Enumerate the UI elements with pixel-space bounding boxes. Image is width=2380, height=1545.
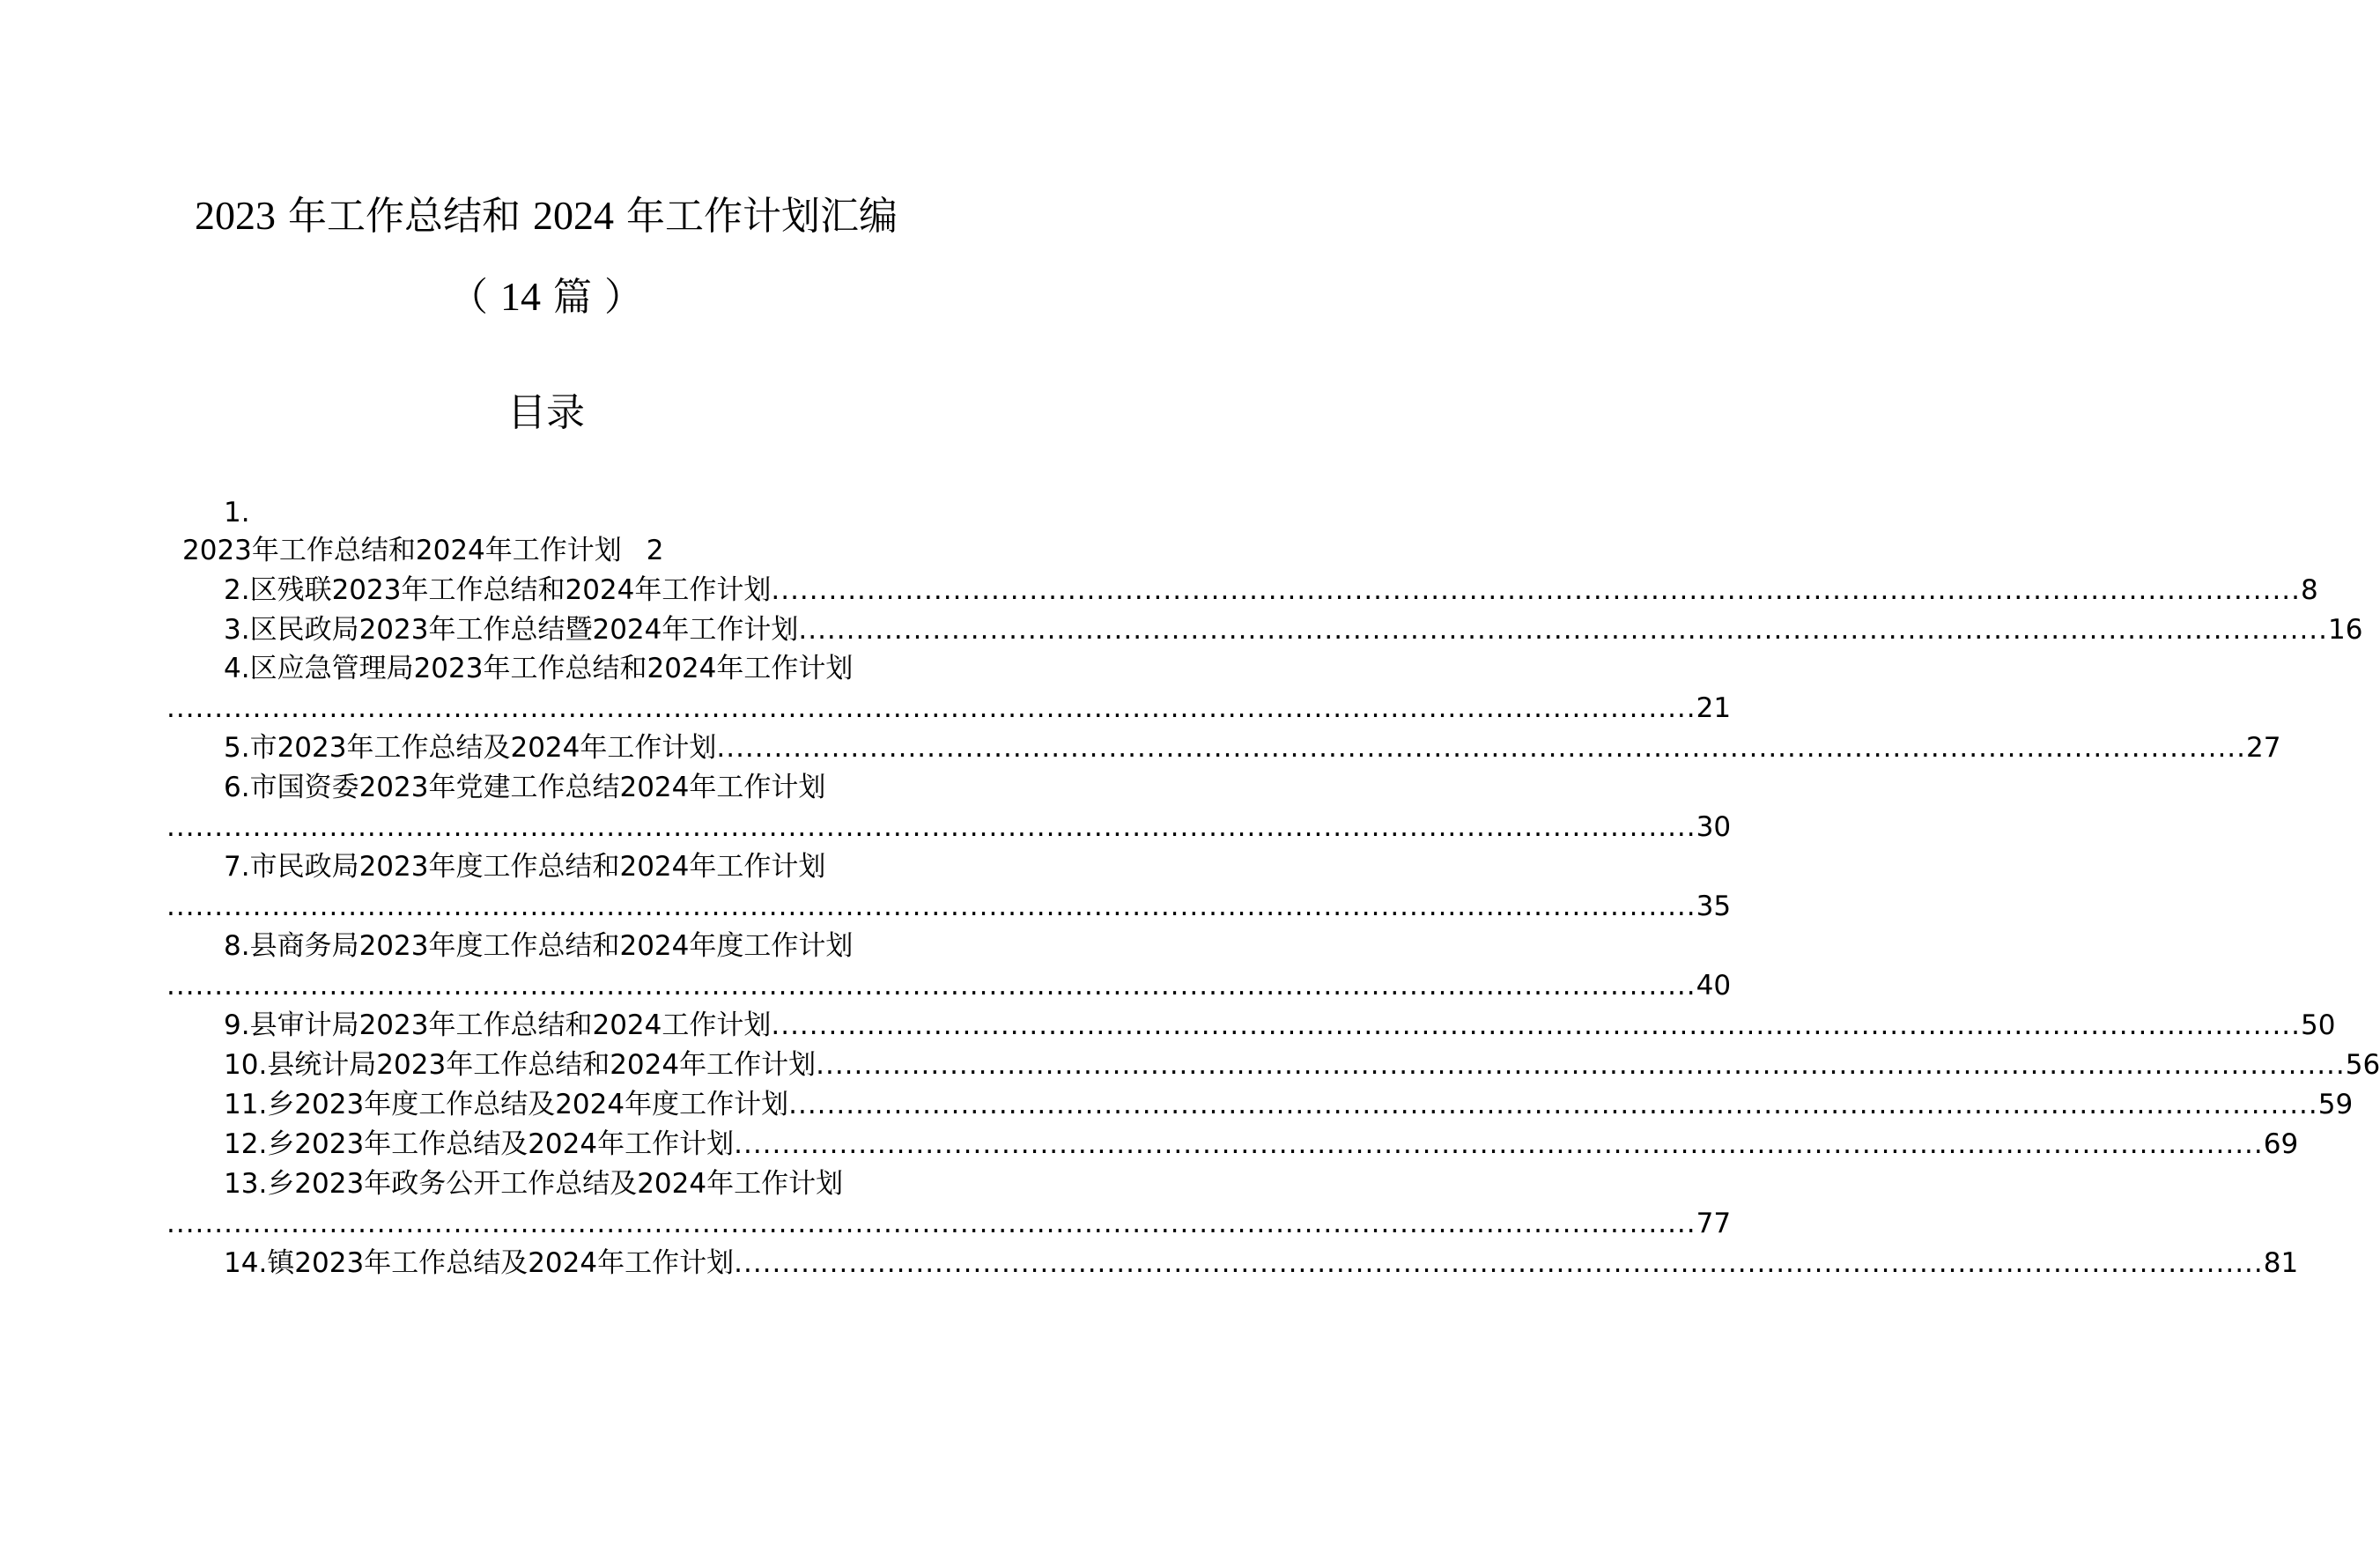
toc-title: 县统计局2023年工作总结和2024年工作计划 [267, 1049, 817, 1081]
toc-page: 35 [1696, 891, 1732, 922]
count-unit: 篇 ） [541, 275, 643, 320]
title-year-2023: 2023 [195, 193, 276, 238]
toc-number: 2. [224, 574, 250, 606]
toc-number: 1. [224, 497, 250, 529]
toc-page: 27 [2246, 732, 2281, 764]
toc-entry-9[interactable] [224, 1006, 2336, 1045]
toc-title: 镇2023年工作总结及2024年工作计划 [267, 1247, 735, 1279]
toc-leader: ................................................................................................................................................................ [734, 1247, 2264, 1279]
toc-number: 4. [224, 653, 250, 684]
toc-entry-4-title[interactable] [224, 649, 853, 688]
toc-number: 7. [224, 851, 250, 883]
toc-leader: ................................................................................................................................................................ [798, 614, 2329, 646]
toc-entry-1-number[interactable] [224, 493, 250, 532]
toc-title: 区民政局2023年工作总结暨2024年工作计划 [249, 614, 799, 646]
toc-title: 市民政局2023年度工作总结和2024年工作计划 [249, 851, 826, 883]
toc-page: 21 [1696, 692, 1732, 724]
toc-entry-13-leader[interactable] [166, 1204, 1732, 1243]
count-open-paren: （ [449, 275, 500, 320]
toc-page: 50 [2301, 1009, 2336, 1041]
toc-entry-3[interactable] [224, 610, 2363, 649]
toc-number: 13. [224, 1168, 268, 1200]
toc-number: 5. [224, 732, 250, 764]
toc-page: 30 [1696, 811, 1732, 843]
toc-leader: ................................................................................................................................................................ [166, 811, 1696, 843]
toc-title: 乡2023年政务公开工作总结及2024年工作计划 [267, 1168, 844, 1200]
toc-title: 区残联2023年工作总结和2024年工作计划 [249, 574, 772, 606]
toc-page: 2 [646, 535, 664, 566]
toc-number: 10. [224, 1049, 268, 1081]
toc-page: 81 [2263, 1247, 2299, 1279]
toc-entry-6-leader[interactable] [166, 808, 1732, 846]
toc-title: 区应急管理局2023年工作总结和2024年工作计划 [249, 653, 854, 684]
toc-entry-13-title[interactable] [224, 1164, 843, 1203]
toc-page: 56 [2345, 1049, 2380, 1081]
toc-heading: 目录 [507, 390, 585, 435]
toc-entry-6-title[interactable] [224, 768, 825, 807]
toc-entry-7-title[interactable] [224, 847, 825, 886]
title-year-2024: 2024 [532, 193, 614, 238]
document-count [0, 274, 1092, 320]
toc-title: 乡2023年工作总结及2024年工作计划 [267, 1128, 735, 1160]
title-part-2: 年工作计划汇编 [613, 194, 898, 239]
toc-number: 3. [224, 614, 250, 646]
toc-entry-14[interactable] [224, 1244, 2299, 1283]
toc-page: 40 [1696, 970, 1732, 1002]
toc-title: 县商务局2023年度工作总结和2024年度工作计划 [249, 930, 854, 962]
toc-title: 市国资委2023年党建工作总结2024年工作计划 [249, 772, 826, 803]
toc-page: 69 [2263, 1128, 2299, 1160]
toc-leader: ................................................................................................................................................................ [771, 574, 2302, 606]
count-number: 14 [500, 274, 541, 319]
toc-leader: ................................................................................................................................................................ [166, 1208, 1696, 1239]
toc-leader: ................................................................................................................................................................ [166, 692, 1696, 724]
toc-entry-1-title[interactable] [182, 531, 664, 570]
toc-leader: ................................................................................................................................................................ [166, 891, 1696, 922]
toc-number: 8. [224, 930, 250, 962]
toc-title: 市2023年工作总结及2024年工作计划 [249, 732, 717, 764]
toc-number: 6. [224, 772, 250, 803]
toc-leader: ................................................................................................................................................................ [771, 1009, 2302, 1041]
toc-leader: ................................................................................................................................................................ [734, 1128, 2264, 1160]
toc-leader: ................................................................................................................................................................ [788, 1089, 2318, 1120]
toc-entry-8-leader[interactable] [166, 966, 1732, 1005]
document-title [0, 193, 1092, 239]
toc-page: 77 [1696, 1208, 1732, 1239]
title-part-1: 年工作总结和 [276, 194, 533, 239]
toc-number: 14. [224, 1247, 268, 1279]
toc-entry-10[interactable] [224, 1046, 2380, 1084]
toc-entry-2[interactable] [224, 571, 2318, 610]
toc-entry-12[interactable] [224, 1125, 2299, 1164]
toc-leader: ................................................................................................................................................................ [716, 732, 2247, 764]
toc-entry-4-leader[interactable] [166, 689, 1732, 728]
toc-page: 16 [2328, 614, 2363, 646]
toc-page: 8 [2301, 574, 2318, 606]
toc-page: 59 [2317, 1089, 2354, 1120]
toc-entry-7-leader[interactable] [166, 887, 1732, 926]
toc-title: 县审计局2023年工作总结和2024工作计划 [249, 1009, 772, 1041]
toc-entry-11[interactable] [224, 1085, 2354, 1124]
toc-entry-8-title[interactable] [224, 927, 853, 965]
toc-leader: ................................................................................................................................................................ [166, 970, 1696, 1002]
toc-title: 乡2023年度工作总结及2024年度工作计划 [267, 1089, 789, 1120]
toc-title: 2023年工作总结和2024年工作计划 [182, 535, 622, 566]
toc-leader: ................................................................................................................................................................ [816, 1049, 2346, 1081]
toc-number: 12. [224, 1128, 268, 1160]
toc-number: 9. [224, 1009, 250, 1041]
toc-entry-5[interactable] [224, 728, 2281, 767]
toc-number: 11. [224, 1089, 268, 1120]
